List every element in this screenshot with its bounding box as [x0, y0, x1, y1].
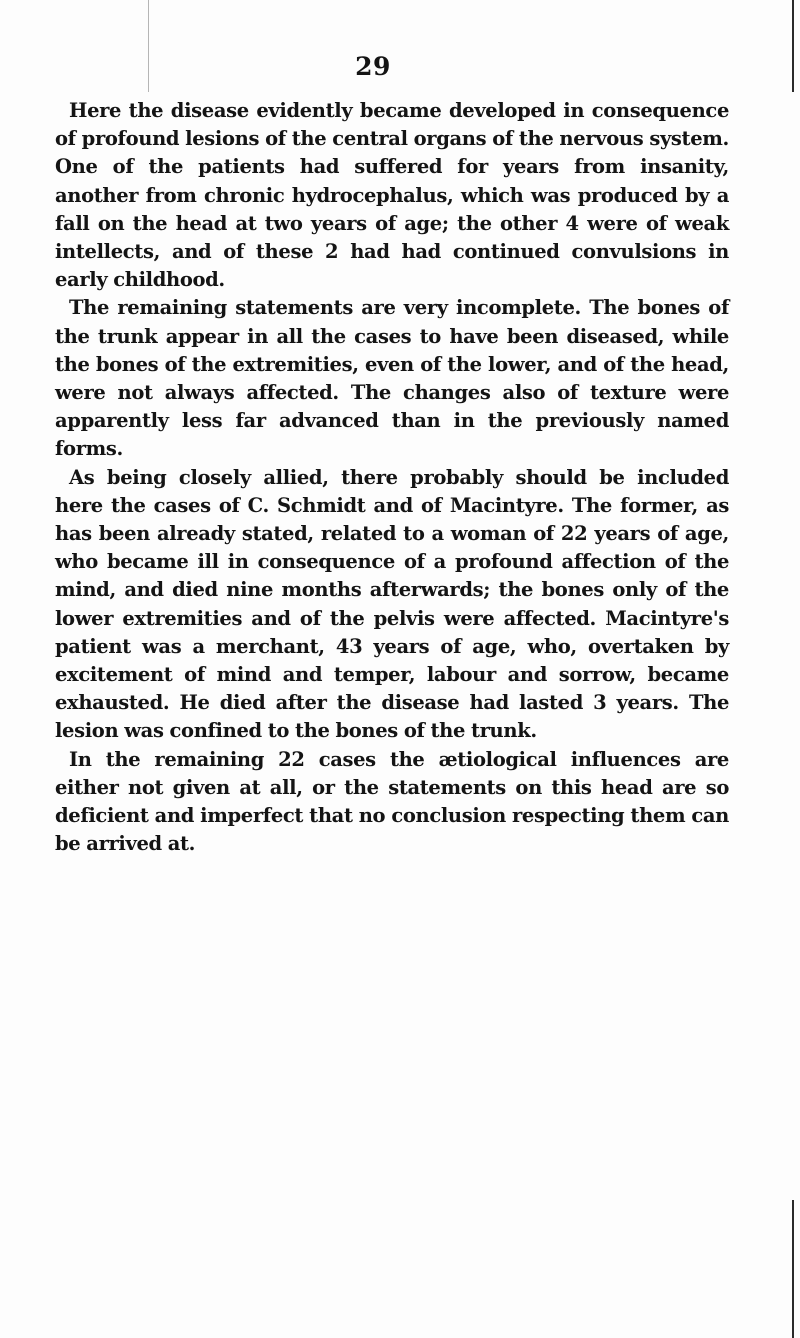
- paragraph: As being closely allied, there probably should be included here the cases of C. Schmidt and of Macintyre. The former, as has been already stated, related to a woman of 22 years of age, who became ill in consequence of a profound affection of the mind, and died nine months afterwards; the bones only of the lower extremities and of the pelvis were affected. Macintyre's patient was a merchant, 43 years of age, who, overtaken by excitement of mind and temper, labour and sorrow, became exhausted. He died after the disease had lasted 3 years. The lesion was confined to the bones of the trunk.: [55, 465, 729, 743]
- paragraph: The remaining statements are very incomplete. The bones of the trunk appear in all the cases to have been diseased, while the bones of the extremities, even of the lower, and of the head, were not always affected. The changes also of texture were apparently less far advanced than in the previously named forms.: [55, 296, 729, 461]
- body-text: [55, 97, 729, 858]
- scan-edge-top: [792, 0, 794, 92]
- paragraph: Here the disease evidently became developed in consequence of profound lesions of the central organs of the nervous system. One of the patients had suffered for years from insanity, another from chronic hydrocephalus, which was produced by a fall on the head at two years of age; the other 4 were of weak intellects, and of these 2 had had continued convulsions in early childhood.: [55, 99, 729, 292]
- scan-edge-bottom: [792, 1200, 794, 1338]
- page-number: 29: [355, 52, 391, 81]
- paragraph: In the remaining 22 cases the ætiological influences are either not given at all, or the statements on this head are so deficient and imperfect that no conclusion respecting them can be arrived at.: [55, 747, 729, 856]
